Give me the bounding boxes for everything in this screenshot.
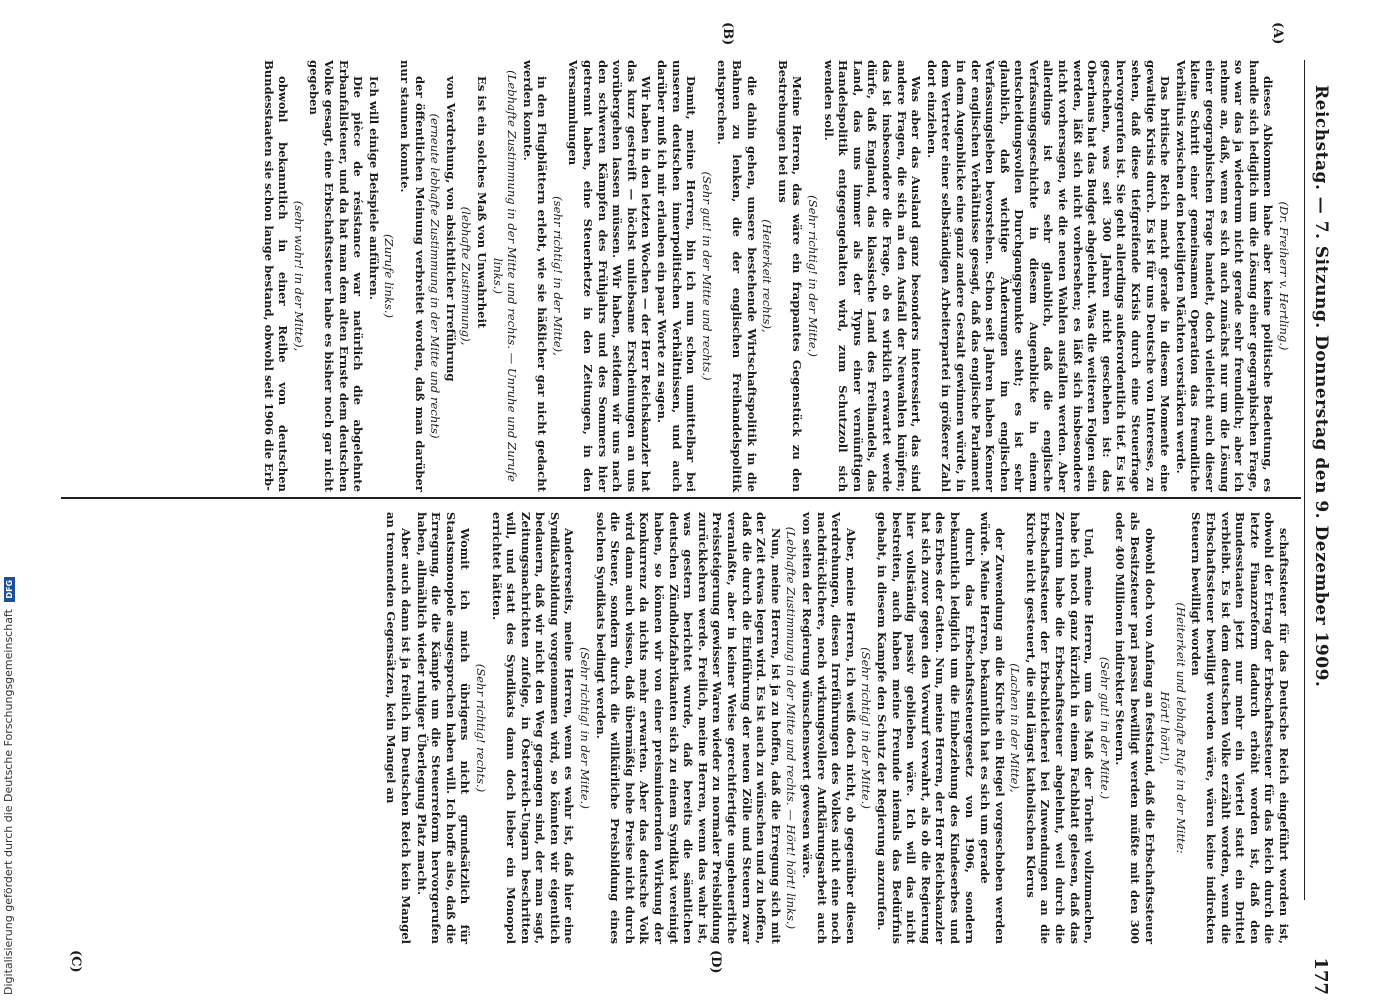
left-paragraph: in den Flugblättern erlebt, wie sie häßlicher gar nicht gedacht werden konnte. [520,60,550,492]
right-paragraph: Andererseits, meine Herren, wenn es wahr ist, daß hier eine Syndikatsbildung vorgenommen wird, so könnten wir eigentlich bedauern, daß wir nicht den Weg gegangen sind, der man sagt, Zeitungsnachrichten zufolge, in Österreich-Ungarn beschritten will, und statt des Syndikats dann doch lieber ein Monopol errichtet hätten. [489,512,577,944]
left-paragraph: Damit, meine Herren, bin ich nun schon unmittelbar bei unseren deutschen innerpolitischen Verhältnissen, und auch darüber muß ich mir erlauben ein paar Worte zu sagen. [655,60,699,492]
left-paragraph: dieses Abkommen habe aber keine politische Bedeutung, es handle sich lediglich um die Lösung einer geographischen Frage, so war das ja wiederum nicht gerade sehr freundlich; aber ich nehme an, daß, wenn es sich auch zunächst nur um die Lösung einer geographischen Frage handelt, doch vielleicht auch dieser kleine Schritt einer gemeinsamen Operation das freundliche Verhältnis zwischen den beteiligten Mächten verstärken werde. [1173,60,1276,492]
page-header [1307,25,1343,995]
right-interjection: (Sehr richtig! in der Mitte.) [859,647,874,809]
left-interjection: (sehr wahr! in der Mitte), [291,200,306,352]
left-interjection: (Zurufe links.) [382,234,397,318]
header-title: Reichstag. — 7. Sitzung. Donnerstag den 9. Dezember 1909. [1311,85,1331,688]
funding-note [2,577,15,995]
left-paragraph: Meine Herren, das wäre ein frappantes Gegenstück zu den Bestrebungen bei uns [775,60,805,492]
right-interjection: (Sehr gut! in der Mitte.) [1097,656,1112,800]
right-interjection: Hört! hört!), [1158,691,1173,765]
left-paragraph: die dahin gehen, unsere bestehende Wirtschaftspolitik in die Bahnen zu lenken, die der englischen Freihandelspolitik entsprechen. [715,60,759,492]
right-interjection: (Lebhafte Zustimmung in der Mitte und rechts. — Hört! hört! links.) [784,526,799,930]
right-interjection: (Sehr richtig! rechts.) [473,663,488,793]
margin-marker-d: (D) [708,950,723,974]
left-paragraph: von Verdrehung, von absichtlicher Irreführung [443,76,458,382]
right-paragraph: Aber auch dann ist ja freilich im Deutschen Reich kein Mangel an trennenden Gegensätzen, kein Mangel an [384,512,413,944]
left-paragraph: der öffentlichen Meinung verbreitet worden, daß man darüber nur staunen konnte. [397,60,427,492]
left-interjection: (erneute lebhafte Zustimmung in der Mitte und rechts) [428,113,443,439]
page-number: 177 [1310,957,1331,995]
right-column [383,512,1291,944]
right-paragraph: durch das Erbschaftssteuergesetz von 1906, sondern bekanntlich lediglich um die Einbeziehung des Kindeserbes und des Erbes der Gatten. Nun, meine Herren, der Herr Reichskanzler hat sich zuvor gegen den Vorwurf verwahrt, als ob die Regierung hier vollständig passiv geblieben wäre. Ich will das nicht bestreiten, auch haben meine Freunde niemals das Bedürfnis gehabt, in diesem Kampfe den Schutz der Regierung anzurufen. [874,512,977,944]
right-interjection: (Lachen in der Mitte), [1008,663,1023,793]
left-column [260,60,1291,492]
margin-marker-a: (A) [1270,22,1285,45]
right-paragraph: Womit ich mich übrigens nicht grundsätzlich für Staatsmonopole ausgesprochen haben will. Ich hoffe also, daß die Erregung, die die Kämpfe um die Steuerreform hervorgerufen haben, allmählich wieder ruhiger Überlegung Platz macht. [414,512,473,944]
right-paragraph: schaftssteuer für das Deutsche Reich eingeführt worden ist, obwohl der Ertrag der Erbschaftssteuer für das Reich durch die letzte Finanzreform dadurch erhöht worden ist, daß den Bundesstaaten jetzt nur mehr ein Viertel statt ein Drittel verbleibt. Es ist dem deutschen Volke erzählt worden, wenn die Erbschaftssteuer bewilligt worden wäre, wären keine indirekten Steuern bewilligt worden [1189,512,1291,944]
left-interjection: (Sehr richtig! in der Mitte.) [806,195,820,357]
funding-text: Digitalisierung gefördert durch die Deutsche Forschungsgemeinschaft [2,609,15,995]
right-paragraph: Nun, meine Herren, ist ja zu hoffen, daß die Erregung sich mit der Zeit etwas legen wird. Es ist auch zu wünschen und zu hoffen, daß die durch die Einführung der neuen Zölle und Steuern zwar veranlaßte, aber in keiner Weise gerechtfertigte ungeheuerliche Preissteigerung gewisser Waren wieder zu normaler Preisbildung zurückkehren werde. Freilich, meine Herren, wenn das wahr ist, was gestern berichtet wurde, daß bereits die sämtlichen deutschen Zündholzfabrikanten sich zu einem Syndikat vereinigt haben, so können wir von einer preismindernden Wirkung der Konkurrenz da nichts mehr erwarten. Aber das deutsche Volk wird dann auch wissen, daß übermäßig hohe Preise nicht durch die Steuer, sondern durch die willkürliche Preisbildung eines solchen Syndikats bedingt werden. [593,512,783,944]
header-rule [1304,60,1305,900]
left-paragraph: Das britische Reich macht gerade in diesem Momente eine gewaltige Krisis durch. Es ist für uns Deutsche von Interesse, zu sehen, daß diese tiefgreifende Krisis durch eine Steuerfrage hervorgerufen ist. Sie geht allerdings außerordentlich tief. Es ist geschehen, was seit 300 Jahren nicht geschehen ist: das Oberhaus hat das Budget abgelehnt. Was die weiteren Folgen sein werden, läßt sich nicht vorhersehen; es läßt sich insbesondere nicht vorhersagen, wie die neuen Wahlen ausfallen werden. Aber allerdings ist es sehr glaublich, daß die englische Verfassungsgeschichte in diesem Augenblicke in einem entscheidungsvollen Durchgangspunkte steht; es ist sehr glaublich, daß wichtige Änderungen im englischen Verfassungsleben bevorstehen. Schon seit Jahren haben Kenner der englischen Verhältnisse gesagt, daß das englische Parlament in dem Augenblicke eine ganz andere Gestalt gewinnen würde, in dem Vertreter einer selbständigen Arbeiterpartei in größerer Zahl dort einziehen. [924,60,1173,492]
right-paragraph: obwohl doch von Anfang an feststand, daß die Erbschaftssteuer als Besitzsteuer pari passu bewilligt werden müßte mit den 300 oder 400 Millionen indirekter Steuern. [1113,512,1157,944]
dfg-logo: DFG [4,577,15,602]
right-paragraph: Aber, meine Herren, ich weiß doch nicht, ob gegenüber diesen Verdrehungen, diesen Irreführungen des Volkes nicht eine noch nachdrücklichere, noch wirkungsvollere Aufklärungsarbeit auch von seiten der Regierung wünschenswert gewesen wäre. [800,512,858,944]
left-interjection: (Sehr gut! in der Mitte und rechts.) [699,171,714,381]
left-interjection: (Heiterkeit rechts), [760,219,775,333]
left-paragraph: Was aber das Ausland ganz besonders interessiert, das sind andere Fragen, die sich an den Ausfall der Neuwahlen knüpfen; das ist insbesondere die Frage, ob es wirklich erwartet werde dürfe, daß England, das klassische Land des Freihandels, das Land, das uns immer als der Typus einer vernünftigen Handelspolitik entgegengehalten wird, zum Schutzzoll sich wenden soll. [821,60,924,492]
right-interjection: (Heiterkeit und lebhafte Rufe in der Mitte: [1173,602,1188,854]
left-interjection: (Lebhafte Zustimmung in der Mitte und rechts. — Unruhe und Zurufe links.) [490,70,520,482]
left-interjection: (Dr. Freiherr v. Hertling.) [1277,201,1291,351]
right-paragraph: Und, meine Herren, um das Maß der Torheit vollzumachen, habe ich noch ganz kürzlich in einem Fachblatt gelesen, daß das Zentrum habe die Erbschaftssteuer abgelehnt, weil durch die Erbschaftssteuer der Erbschleicherei bei Zuwendungen an die Kirche nicht gesteuert, die sind längst katholischen Klerus [1023,512,1097,944]
left-paragraph: Die pièce de résistance war natürlich die abgelehnte Erbanfallsteuer, und da hat man dem alten Ernste dem deutschen Volke gesagt, eine Erbschaftssteuer habe es bisher noch gar nicht gegeben [307,60,366,492]
left-interjection: (sehr richtig! in der Mitte), [550,196,565,356]
margin-marker-b: (B) [720,22,735,46]
right-interjection: (Sehr richtig! in der Mitte.) [578,647,593,809]
margin-marker-c: (C) [68,950,83,973]
left-paragraph: Ich will einige Beispiele anführen. [366,76,381,300]
column-divider [61,497,1301,499]
right-paragraph: der Zuwendung an die Kirche ein Riegel vorgeschoben werden würde. Meine Herren, bekanntlich hat es sich um gerade [978,512,1007,944]
left-paragraph: Es ist ein solches Maß von Unwahrheit [474,76,489,329]
left-paragraph: obwohl bekanntlich in einer Reihe von deutschen Bundesstaaten sie schon lange bestand, obwohl seit 1906 die Erb- [261,60,291,492]
left-interjection: (lebhafte Zustimmung), [459,206,474,346]
left-paragraph: Wir haben in den letzten Wochen — der Herr Reichskanzler hat das kurz gestreift — höchst unliebsame Erscheinungen an uns vorübergehen lassen müssen. Wir haben, seitdem wir uns nach den schweren Kämpfen des Frühjahrs und des Sommers hier getrennt haben, eine Steuerhetze in den Zeitungen, in den Versammlungen [566,60,654,492]
